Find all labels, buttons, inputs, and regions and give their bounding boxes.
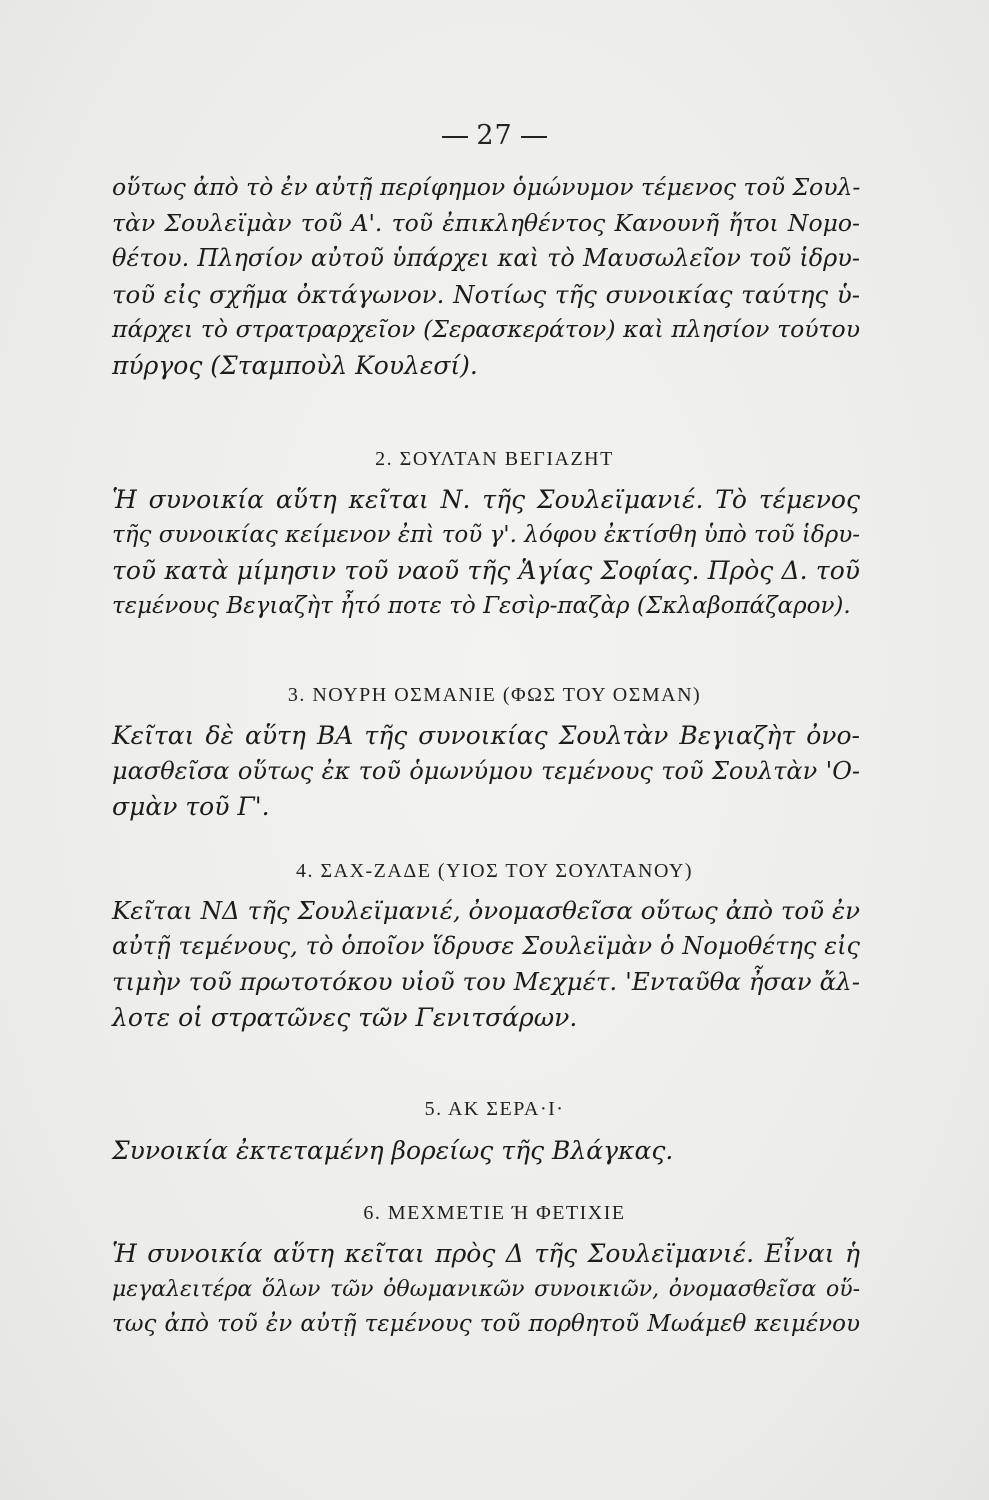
section-2-heading: 2. ΣΟΥΛΤΑΝ ΒΕΓΙΑΖΗΤ xyxy=(375,448,614,470)
page-number-value: 27 xyxy=(476,120,513,151)
text-line: τῆς συνοικίας κείμενον ἐπὶ τοῦ γ'. λόφου ἐκτίσθη ὑπὸ τοῦ ἱδρυ- xyxy=(112,521,860,548)
text-line: τεμένους Βεγιαζὴτ ἦτό ποτε τὸ Γεσὶρ-παζὰρ (Σκλαβοπάζαρον). xyxy=(112,592,851,619)
section-3-heading: 3. ΝΟΥΡΗ ΟΣΜΑΝΙΕ (ΦΩΣ ΤΟΥ ΟΣΜΑΝ) xyxy=(287,684,702,706)
text-line: τως ἀπὸ τοῦ ἐν αὐτῇ τεμένους τοῦ πορθητοῦ Μωάμεθ κειμένου xyxy=(112,1311,860,1337)
section-4-body xyxy=(112,893,860,1035)
section-3-body xyxy=(112,718,860,825)
text-line: Ἡ συνοικία αὕτη κεῖται Ν. τῆς Σουλεϊμανιέ. Τὸ τέμενος xyxy=(112,485,860,514)
text-line: πύργος (Σταμποὺλ Κουλεσί). xyxy=(112,350,478,380)
text-line: τοῦ κατὰ μίμησιν τοῦ ναοῦ τῆς Ἁγίας Σοφίας. Πρὸς Δ. τοῦ xyxy=(112,556,860,585)
section-2-body xyxy=(112,482,860,624)
text-line: θέτου. Πλησίον αὐτοῦ ὑπάρχει καὶ τὸ Μαυσωλεῖον τοῦ ἱδρυ- xyxy=(112,244,860,272)
page-number xyxy=(0,120,989,151)
text-line: πάρχει τὸ στρατραρχεῖον (Σερασκεράτον) καὶ πλησίον τούτου xyxy=(112,315,860,343)
text-line: Συνοικία ἐκτεταμένη βορείως τῆς Βλάγκας. xyxy=(112,1136,674,1165)
dash-left xyxy=(442,136,468,138)
text-line: τοῦ εἰς σχῆμα ὀκτάγωνον. Νοτίως τῆς συνοικίας ταύτης ὑ- xyxy=(112,279,860,309)
section-6-body xyxy=(112,1236,860,1343)
text-line: τὰν Σουλεϊμὰν τοῦ Α'. τοῦ ἐπικληθέντος Κανουνῆ ἤτοι Νομο- xyxy=(112,208,860,237)
text-line: τιμὴν τοῦ πρωτοτόκου υἱοῦ του Μεχμέτ. 'Ενταῦθα ἦσαν ἄλ- xyxy=(112,967,860,996)
text-line: αὐτῇ τεμένους, τὸ ὁποῖον ἵδρυσε Σουλεϊμὰν ὁ Νομοθέτης εἰς xyxy=(112,931,860,960)
text-line: Κεῖται δὲ αὕτη ΒΑ τῆς συνοικίας Σουλτὰν Βεγιαζὴτ ὀνο- xyxy=(112,721,860,750)
paragraph-1 xyxy=(112,170,860,383)
text-line: Ἡ συνοικία αὕτη κεῖται πρὸς Δ τῆς Σουλεϊμανιέ. Εἶναι ἡ xyxy=(112,1239,860,1268)
text-line: Κεῖται ΝΔ τῆς Σουλεϊμανιέ, ὀνομασθεῖσα οὕτως ἀπὸ τοῦ ἐν xyxy=(112,896,860,925)
text-line: μεγαλειτέρα ὅλων τῶν ὀθωμανικῶν συνοικιῶν, ὀνομασθεῖσα οὕ- xyxy=(112,1276,860,1302)
section-5-heading: 5. ΑΚ ΣΕΡΑ·Ι· xyxy=(424,1098,565,1120)
text-line: οὕτως ἀπὸ τὸ ἐν αὐτῇ περίφημον ὁμώνυμον τέμενος τοῦ Σουλ- xyxy=(112,173,861,201)
dash-right xyxy=(521,136,547,138)
section-4-heading: 4. ΣΑΧ-ΖΑΔΕ (ΥΙΟΣ ΤΟΥ ΣΟΥΛΤΑΝΟΥ) xyxy=(295,860,694,882)
text-line: μασθεῖσα οὕτως ἐκ τοῦ ὁμωνύμου τεμένους τοῦ Σουλτὰν 'Ο- xyxy=(112,756,860,785)
text-line: σμὰν τοῦ Γ'. xyxy=(112,792,270,821)
section-6-heading: 6. ΜΕΧΜΕΤΙΕ Ή ΦΕΤΙΧΙΕ xyxy=(363,1202,626,1224)
section-5-body xyxy=(112,1133,860,1169)
text-line: λοτε οἱ στρατῶνες τῶν Γενιτσάρων. xyxy=(112,1002,578,1032)
